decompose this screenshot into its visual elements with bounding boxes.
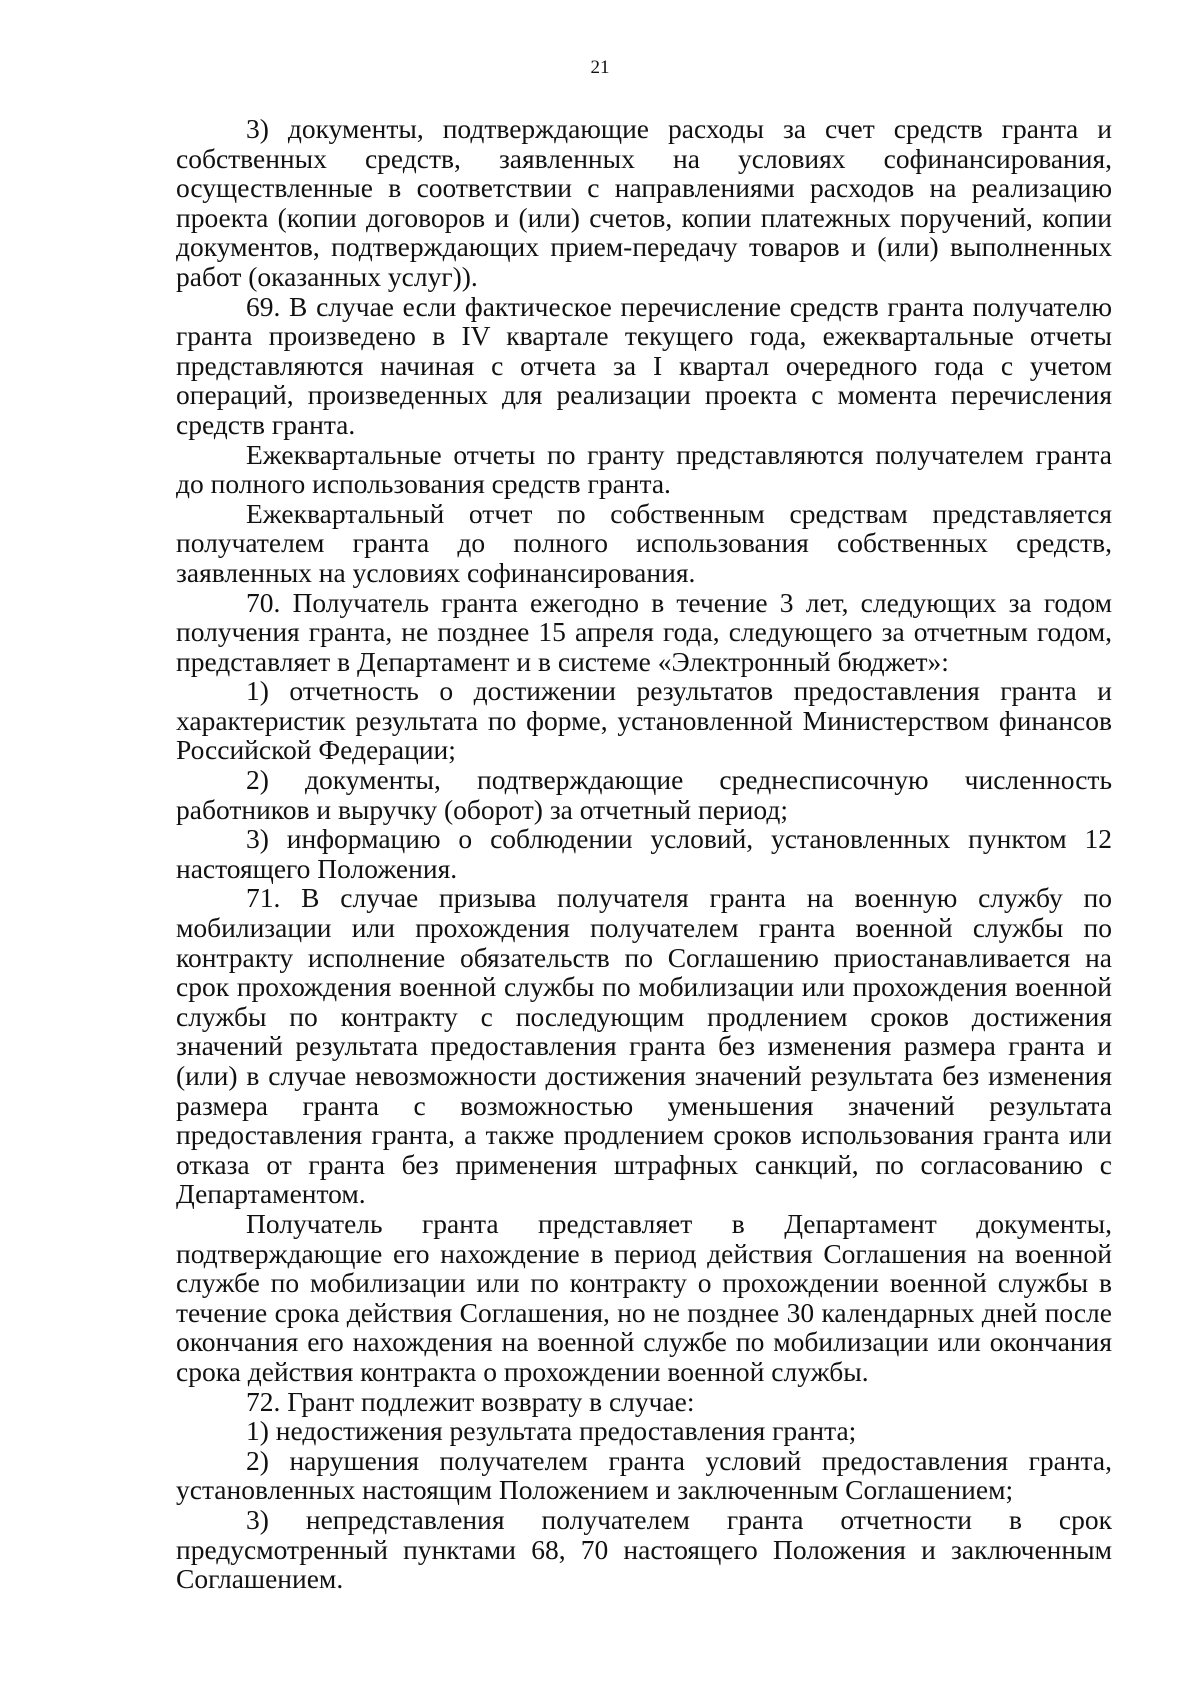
paragraph-quarterly-grant-reports: Ежеквартальные отчеты по гранту представляются получателем гранта до полного использования средств гранта. — [176, 438, 1112, 500]
paragraph-item-3-information: 3) информацию о соблюдении условий, установленных пунктом 12 настоящего Положения. — [176, 823, 1112, 884]
paragraph-quarterly-own-funds-report: Ежеквартальный отчет по собственным средствам представляется получателем гранта до полного использования собственных средств, заявленных на условиях софинансирования. — [176, 497, 1112, 588]
paragraph-item-2-documents: 2) документы, подтверждающие среднесписочную численность работников и выручку (оборот) за отчетный период; — [176, 764, 1112, 825]
paragraph-refund-reason-2: 2) нарушения получателем гранта условий предоставления гранта, установленных настоящим Положением и заключенным Соглашением; — [176, 1444, 1112, 1506]
page-number: 21 — [590, 57, 610, 78]
paragraph-clause-70: 70. Получатель гранта ежегодно в течение 3 лет, следующих за годом получения гранта, не позднее 15 апреля года, следующего за отчетным годом, представляет в Департамент и в системе «Электронный бюджет»: — [176, 586, 1112, 677]
paragraph-item-1-reporting: 1) отчетность о достижении результатов предоставления гранта и характеристик результата по форме, установленной Министерством финансов Российской Федерации; — [176, 675, 1112, 766]
paragraph-item-3-documents: 3) документы, подтверждающие расходы за счет средств гранта и собственных средств, заявленных на условиях софинансирования, осуществленные в соответствии с направлениями расходов на реализацию проекта (копии договоров и (или) счетов, копии платежных поручений, копии документов, подтверждающих прием-передачу товаров и (или) выполненных работ (оказанных услуг)). — [176, 113, 1112, 292]
paragraph-refund-reason-1: 1) недостижения результата предоставления гранта; — [246, 1415, 857, 1447]
paragraph-clause-72: 72. Грант подлежит возврату в случае: — [246, 1385, 695, 1417]
paragraph-clause-71: 71. В случае призыва получателя гранта на военную службу по мобилизации или прохождения получателем гранта военной службы по контракту исполнение обязательств по Соглашению приостанавливается на срок прохождения военной службы по мобилизации или прохождения военной службы по контракту с последующим продлением сроков достижения значений результата предоставления гранта без изменения размера гранта и (или) в случае невозможности достижения значений результата без изменения размера гранта с возможностью уменьшения значений результата предоставления гранта, а также продлением сроков использования гранта или отказа от гранта без применения штрафных санкций, по согласованию с Департаментом. — [176, 882, 1112, 1210]
paragraph-clause-69: 69. В случае если фактическое перечисление средств гранта получателю гранта произведено в IV квартале текущего года, ежеквартальные отчеты представляются начиная с отчета за I квартал очередного года с учетом операций, произведенных для реализации проекта с момента перечисления средств гранта. — [176, 290, 1112, 440]
document-body — [176, 114, 1112, 1594]
paragraph-refund-reason-3: 3) непредставления получателем гранта отчетности в срок предусмотренный пунктами 68, 70 настоящего Положения и заключенным Соглашением. — [176, 1503, 1112, 1595]
paragraph-military-service-documents: Получатель гранта представляет в Департамент документы, подтверждающие его нахождение в период действия Соглашения на военной службе по мобилизации или по контракту о прохождении военной службы в течение срока действия Соглашения, но не позднее 30 календарных дней после окончания его нахождения на военной службе по мобилизации или окончания срока действия контракта о прохождении военной службы. — [176, 1207, 1112, 1387]
